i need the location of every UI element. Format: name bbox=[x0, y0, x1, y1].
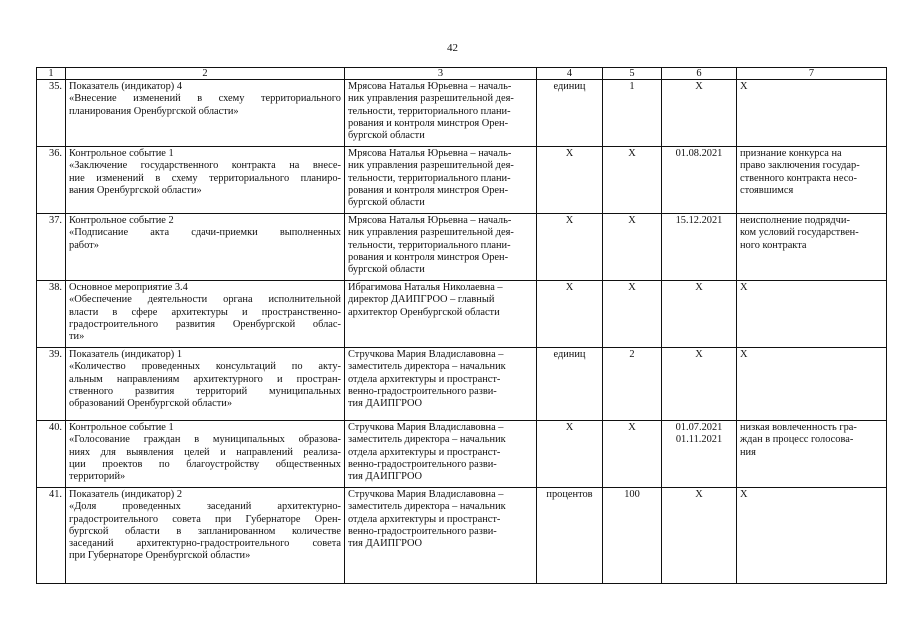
cell-line: ние изменений в схему территориального планиро- bbox=[69, 172, 341, 184]
date-cell bbox=[662, 80, 737, 147]
unit-cell: Х bbox=[537, 147, 603, 214]
cell-line: Стручкова Мария Владиславовна – bbox=[348, 349, 504, 360]
cell-line: венно-градостроительного разви- bbox=[348, 525, 497, 537]
cell-line: Х bbox=[740, 81, 748, 92]
cell-line: заседаний архитектурно-градостроительного совета bbox=[69, 538, 341, 550]
cell-line: Показатель (индикатор) 1 bbox=[69, 349, 183, 360]
table-row bbox=[37, 214, 887, 281]
cell-line: ник управления разрешительной дея- bbox=[348, 160, 514, 172]
cell-line: рования и контроля минстроя Орен- bbox=[348, 251, 509, 263]
cell-line: «Доля проведенных заседаний архитектурно- bbox=[69, 501, 341, 513]
cell-line: планирования Оренбургской области» bbox=[69, 105, 239, 117]
cell-line: директор ДАИПГРОО – главный bbox=[348, 294, 495, 306]
cell-line: тельности, территориального плани- bbox=[348, 172, 511, 184]
cell-line: Х bbox=[695, 489, 703, 500]
cell-line: ждан в процесс голосова- bbox=[740, 434, 854, 446]
cell-line: вания Оренбургской области» bbox=[69, 184, 202, 196]
cell-line: 01.11.2021 bbox=[675, 434, 723, 446]
table-row bbox=[37, 147, 887, 214]
cell-line: тия ДАИПГРОО bbox=[348, 398, 422, 410]
indicator-cell bbox=[66, 281, 345, 348]
table-row bbox=[37, 488, 887, 584]
cell-line: Х bbox=[695, 349, 703, 360]
cell-line: ния bbox=[740, 446, 756, 458]
cell-line: право заключения государ- bbox=[740, 160, 860, 172]
value-cell: 100 bbox=[603, 488, 662, 584]
cell-line: работ» bbox=[69, 239, 99, 251]
indicator-cell bbox=[66, 348, 345, 421]
date-cell bbox=[662, 281, 737, 348]
date-cell bbox=[662, 488, 737, 584]
cell-line: «Голосование граждан в муниципальных образова- bbox=[69, 434, 341, 446]
table-row bbox=[37, 348, 887, 421]
cell-line: Х bbox=[695, 81, 703, 92]
cell-line: при Губернаторе Оренбургской области» bbox=[69, 550, 251, 562]
column-header: 6 bbox=[662, 68, 737, 80]
cell-line: «Подписание акта сдачи-приемки выполненных bbox=[69, 227, 341, 239]
data-table bbox=[36, 67, 887, 584]
cell-line: отдела архитектуры и пространст- bbox=[348, 373, 501, 385]
cell-line: территорий» bbox=[69, 471, 126, 483]
cell-line: Показатель (индикатор) 4 bbox=[69, 81, 183, 92]
responsible-cell bbox=[345, 214, 537, 281]
indicator-cell bbox=[66, 147, 345, 214]
cell-line: Мрясова Наталья Юрьевна – началь- bbox=[348, 148, 512, 159]
date-cell bbox=[662, 147, 737, 214]
date-cell bbox=[662, 421, 737, 488]
cell-line: тия ДАИПГРОО bbox=[348, 538, 422, 550]
indicator-cell bbox=[66, 488, 345, 584]
cell-line: Контрольное событие 1 bbox=[69, 422, 174, 433]
risk-cell bbox=[737, 488, 887, 584]
column-header: 5 bbox=[603, 68, 662, 80]
cell-line: Мрясова Наталья Юрьевна – началь- bbox=[348, 215, 512, 226]
cell-line: заместитель директора – начальник bbox=[348, 434, 506, 446]
unit-cell: единиц bbox=[537, 348, 603, 421]
cell-line: градостроительного развития Оренбургской облас- bbox=[69, 318, 341, 330]
value-cell: 2 bbox=[603, 348, 662, 421]
cell-line: бургской области в запланированном количестве bbox=[69, 525, 341, 537]
table-row bbox=[37, 80, 887, 147]
cell-line: отдела архитектуры и пространст- bbox=[348, 446, 501, 458]
cell-line: Мрясова Наталья Юрьевна – началь- bbox=[348, 81, 512, 92]
cell-line: рования и контроля минстроя Орен- bbox=[348, 184, 509, 196]
unit-cell: единиц bbox=[537, 80, 603, 147]
cell-line: стоявшимся bbox=[740, 184, 794, 196]
cell-line: Х bbox=[695, 282, 703, 293]
cell-line: «Обеспечение деятельности органа исполнительной bbox=[69, 294, 341, 306]
cell-line: ник управления разрешительной дея- bbox=[348, 227, 514, 239]
row-number: 39. bbox=[37, 348, 66, 421]
table-row bbox=[37, 421, 887, 488]
column-header: 7 bbox=[737, 68, 887, 80]
unit-cell: процентов bbox=[537, 488, 603, 584]
cell-line: архитектор Оренбургской области bbox=[348, 306, 500, 318]
cell-line: градостроительного совета при Губернаторе Орен- bbox=[69, 513, 341, 525]
row-number: 40. bbox=[37, 421, 66, 488]
cell-line: 15.12.2021 bbox=[675, 215, 723, 226]
cell-line: неисполнение подрядчи- bbox=[740, 215, 850, 226]
cell-line: Стручкова Мария Владиславовна – bbox=[348, 489, 504, 500]
value-cell: Х bbox=[603, 421, 662, 488]
cell-line: Х bbox=[740, 282, 748, 293]
risk-cell bbox=[737, 80, 887, 147]
responsible-cell bbox=[345, 488, 537, 584]
cell-line: ции проектов по благоустройству общественных bbox=[69, 458, 341, 470]
unit-cell: Х bbox=[537, 421, 603, 488]
cell-line: бургской области bbox=[348, 130, 425, 142]
cell-line: ниях для выявления целей и направлений реализа- bbox=[69, 446, 341, 458]
value-cell: Х bbox=[603, 147, 662, 214]
responsible-cell bbox=[345, 147, 537, 214]
date-cell bbox=[662, 348, 737, 421]
risk-cell bbox=[737, 147, 887, 214]
cell-line: рования и контроля минстроя Орен- bbox=[348, 117, 509, 129]
indicator-cell bbox=[66, 421, 345, 488]
cell-line: венно-градостроительного разви- bbox=[348, 458, 497, 470]
row-number: 38. bbox=[37, 281, 66, 348]
cell-line: «Количество проведенных консультаций по акту- bbox=[69, 361, 341, 373]
table-row bbox=[37, 281, 887, 348]
column-header: 4 bbox=[537, 68, 603, 80]
responsible-cell bbox=[345, 80, 537, 147]
cell-line: ком условий государствен- bbox=[740, 227, 859, 239]
cell-line: «Внесение изменений в схему территориального bbox=[69, 93, 341, 105]
row-number: 36. bbox=[37, 147, 66, 214]
column-header: 2 bbox=[66, 68, 345, 80]
cell-line: Х bbox=[740, 349, 748, 360]
row-number: 37. bbox=[37, 214, 66, 281]
cell-line: низкая вовлеченность гра- bbox=[740, 422, 857, 433]
risk-cell bbox=[737, 421, 887, 488]
value-cell: 1 bbox=[603, 80, 662, 147]
cell-line: ного контракта bbox=[740, 239, 807, 251]
cell-line: Показатель (индикатор) 2 bbox=[69, 489, 183, 500]
responsible-cell bbox=[345, 281, 537, 348]
cell-line: заместитель директора – начальник bbox=[348, 361, 506, 373]
risk-cell bbox=[737, 348, 887, 421]
cell-line: 01.08.2021 bbox=[675, 148, 723, 159]
cell-line: Х bbox=[740, 489, 748, 500]
cell-line: ственного контракта несо- bbox=[740, 172, 857, 184]
cell-line: альным направлениям архитектурного и простран- bbox=[69, 373, 341, 385]
risk-cell bbox=[737, 281, 887, 348]
cell-line: венно-градостроительного разви- bbox=[348, 385, 497, 397]
cell-line: ственного развития территорий муниципальных bbox=[69, 385, 341, 397]
indicator-cell bbox=[66, 80, 345, 147]
cell-line: Стручкова Мария Владиславовна – bbox=[348, 422, 504, 433]
cell-line: 01.07.2021 bbox=[675, 422, 723, 433]
risk-cell bbox=[737, 214, 887, 281]
indicator-cell bbox=[66, 214, 345, 281]
value-cell: Х bbox=[603, 281, 662, 348]
unit-cell: Х bbox=[537, 281, 603, 348]
cell-line: Контрольное событие 1 bbox=[69, 148, 174, 159]
date-cell bbox=[662, 214, 737, 281]
unit-cell: Х bbox=[537, 214, 603, 281]
cell-line: ник управления разрешительной дея- bbox=[348, 93, 514, 105]
cell-line: тельности, территориального плани- bbox=[348, 105, 511, 117]
row-number: 35. bbox=[37, 80, 66, 147]
cell-line: заместитель директора – начальник bbox=[348, 501, 506, 513]
value-cell: Х bbox=[603, 214, 662, 281]
cell-line: власти в сфере архитектуры и пространственно- bbox=[69, 306, 341, 318]
page-number: 42 bbox=[447, 42, 458, 54]
cell-line: тельности, территориального плани- bbox=[348, 239, 511, 251]
row-number: 41. bbox=[37, 488, 66, 584]
cell-line: Контрольное событие 2 bbox=[69, 215, 174, 226]
column-header: 3 bbox=[345, 68, 537, 80]
cell-line: отдела архитектуры и пространст- bbox=[348, 513, 501, 525]
cell-line: ти» bbox=[69, 331, 85, 343]
cell-line: образований Оренбургской области» bbox=[69, 398, 233, 410]
cell-line: Ибрагимова Наталья Николаевна – bbox=[348, 282, 503, 293]
header-row bbox=[37, 68, 887, 80]
cell-line: «Заключение государственного контракта на внесе- bbox=[69, 160, 341, 172]
cell-line: признание конкурса на bbox=[740, 148, 842, 159]
cell-line: тия ДАИПГРОО bbox=[348, 471, 422, 483]
column-header: 1 bbox=[37, 68, 66, 80]
cell-line: бургской области bbox=[348, 197, 425, 209]
responsible-cell bbox=[345, 348, 537, 421]
responsible-cell bbox=[345, 421, 537, 488]
cell-line: Основное мероприятие 3.4 bbox=[69, 282, 188, 293]
cell-line: бургской области bbox=[348, 264, 425, 276]
